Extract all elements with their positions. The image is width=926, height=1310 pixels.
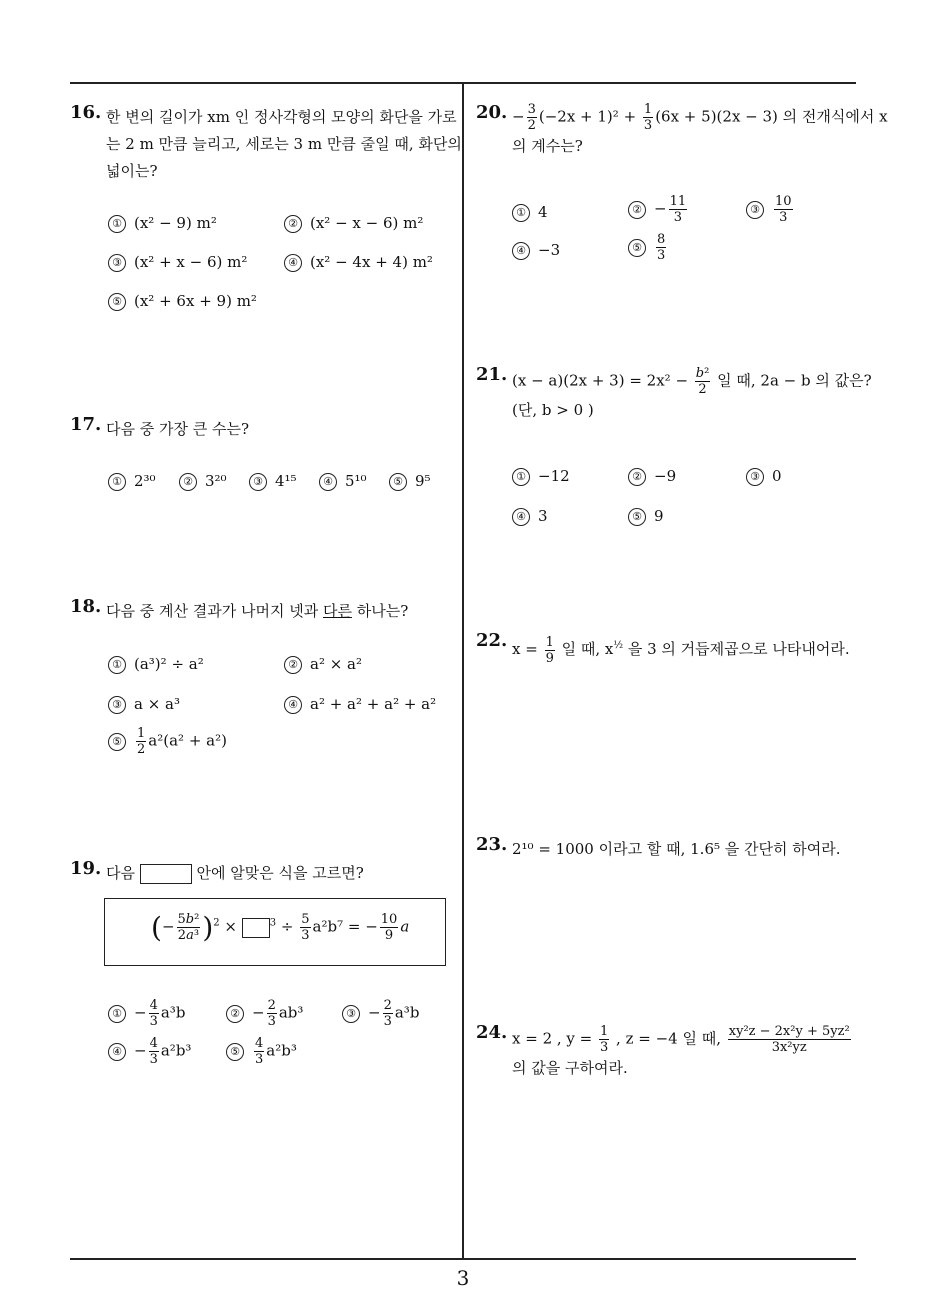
question-number: 22. bbox=[476, 630, 508, 651]
q18-option-2[interactable]: ② a² × a² bbox=[284, 655, 362, 674]
q16-option-4[interactable]: ④ (x² − 4x + 4) m² bbox=[284, 253, 433, 272]
page-number: 3 bbox=[456, 1266, 470, 1290]
answer-blank bbox=[140, 864, 192, 884]
equation-box bbox=[104, 898, 446, 966]
question-text: 다음 중 가장 큰 수는? bbox=[106, 420, 250, 438]
q19-option-4[interactable]: ④ − $\frac{4}{3}$ a²b³ bbox=[108, 1036, 191, 1067]
q16-option-3[interactable]: ③ (x² + x − 6) m² bbox=[108, 253, 247, 272]
q17-option-4[interactable]: ④ 5¹⁰ bbox=[319, 472, 367, 491]
q18-option-1[interactable]: ① (a³)² ÷ a² bbox=[108, 655, 204, 674]
q18-option-4[interactable]: ④ a² + a² + a² + a² bbox=[284, 695, 436, 714]
q21-option-2[interactable]: ② −9 bbox=[628, 467, 676, 486]
question-text: 다음 안에 알맞은 식을 고르면? bbox=[106, 864, 364, 882]
answer-blank-small bbox=[242, 918, 270, 938]
question-number: 16. bbox=[70, 102, 102, 123]
question-number: 18. bbox=[70, 596, 102, 617]
q20-option-5[interactable]: ⑤ $\frac{8}{3}$ bbox=[628, 232, 668, 263]
q21-option-5[interactable]: ⑤ 9 bbox=[628, 507, 664, 526]
question-text: x = $\frac{1}{9}$ 일 때, $x^{\frac{1}{2}}$ 을 3 의 거듭제곱으로 나타내어라. bbox=[512, 634, 850, 666]
q21-option-4[interactable]: ④ 3 bbox=[512, 507, 548, 526]
q19-option-2[interactable]: ② − $\frac{2}{3}$ ab³ bbox=[226, 998, 303, 1029]
q21-option-3[interactable]: ③ 0 bbox=[746, 467, 782, 486]
q16-option-1[interactable]: ① (x² − 9) m² bbox=[108, 214, 217, 233]
question-text: 다음 중 계산 결과가 나머지 넷과 다른 하나는? bbox=[106, 602, 409, 620]
bottom-rule bbox=[70, 1258, 856, 1260]
q19-option-5[interactable]: ⑤ $\frac{4}{3}$ a²b³ bbox=[226, 1036, 297, 1067]
q18-option-5[interactable]: ⑤ $\frac{1}{2}$ a²(a² + a²) bbox=[108, 726, 227, 757]
q16-option-2[interactable]: ② (x² − x − 6) m² bbox=[284, 214, 423, 233]
question-number: 20. bbox=[476, 102, 508, 123]
question-number: 19. bbox=[70, 858, 102, 879]
question-number: 23. bbox=[476, 834, 508, 855]
question-text: 2¹⁰ = 1000 이라고 할 때, 1.6⁵ 을 간단히 하여라. bbox=[512, 840, 841, 858]
q20-option-2[interactable]: ② − $\frac{11}{3}$ bbox=[628, 194, 689, 225]
column-divider bbox=[462, 83, 464, 1259]
q20-option-1[interactable]: ① 4 bbox=[512, 203, 548, 222]
q21-option-1[interactable]: ① −12 bbox=[512, 467, 570, 486]
question-text: x = 2 , y = $\frac{1}{3}$ , z = −4 일 때, $\frac{\text{xy²z − 2x²y + 5yz²}}{\text{3x²yz}}$ 의 값을 구하여라. bbox=[512, 1024, 850, 1077]
q19-option-1[interactable]: ① − $\frac{4}{3}$ a³b bbox=[108, 998, 185, 1029]
q17-option-5[interactable]: ⑤ 9⁵ bbox=[389, 472, 431, 491]
question-text: (x − a)(2x + 3) = 2x² − $\frac{\text{b²}}{2}$ 일 때, 2a − b 의 값은? (단, b > 0 ) bbox=[512, 366, 872, 419]
q19-option-3[interactable]: ③ − $\frac{2}{3}$ a³b bbox=[342, 998, 419, 1029]
q20-option-3[interactable]: ③ $\frac{10}{3}$ bbox=[746, 194, 795, 225]
q17-option-2[interactable]: ② 3²⁰ bbox=[179, 472, 227, 491]
q17-option-3[interactable]: ③ 4¹⁵ bbox=[249, 472, 297, 491]
question-number: 24. bbox=[476, 1022, 508, 1043]
question-text: 한 변의 길이가 xm 인 정사각형의 모양의 화단을 가로 는 2 m 만큼 늘리고, 세로는 3 m 만큼 줄일 때, 화단의 넓이는? bbox=[106, 108, 462, 180]
question-number: 21. bbox=[476, 364, 508, 385]
equation: (− $\frac{\text{5b²}}{\text{2a³}}$ )$^2$ × $^3$ ÷ $\frac{5}{3}$ a²b⁷ = − $\frac{10}{9}$ a bbox=[151, 911, 410, 944]
q16-option-5[interactable]: ⑤ (x² + 6x + 9) m² bbox=[108, 292, 257, 311]
q18-option-3[interactable]: ③ a × a³ bbox=[108, 695, 180, 714]
fraction: $\frac{1}{2}$ bbox=[137, 726, 146, 757]
question-text: − $\frac{3}{2}$ (−2x + 1)² + $\frac{1}{3}$ (6x + 5)(2x − 3) 의 전개식에서 x 의 계수는? bbox=[512, 102, 888, 155]
q20-option-4[interactable]: ④ −3 bbox=[512, 241, 560, 260]
question-number: 17. bbox=[70, 414, 102, 435]
q17-option-1[interactable]: ① 2³⁰ bbox=[108, 472, 156, 491]
